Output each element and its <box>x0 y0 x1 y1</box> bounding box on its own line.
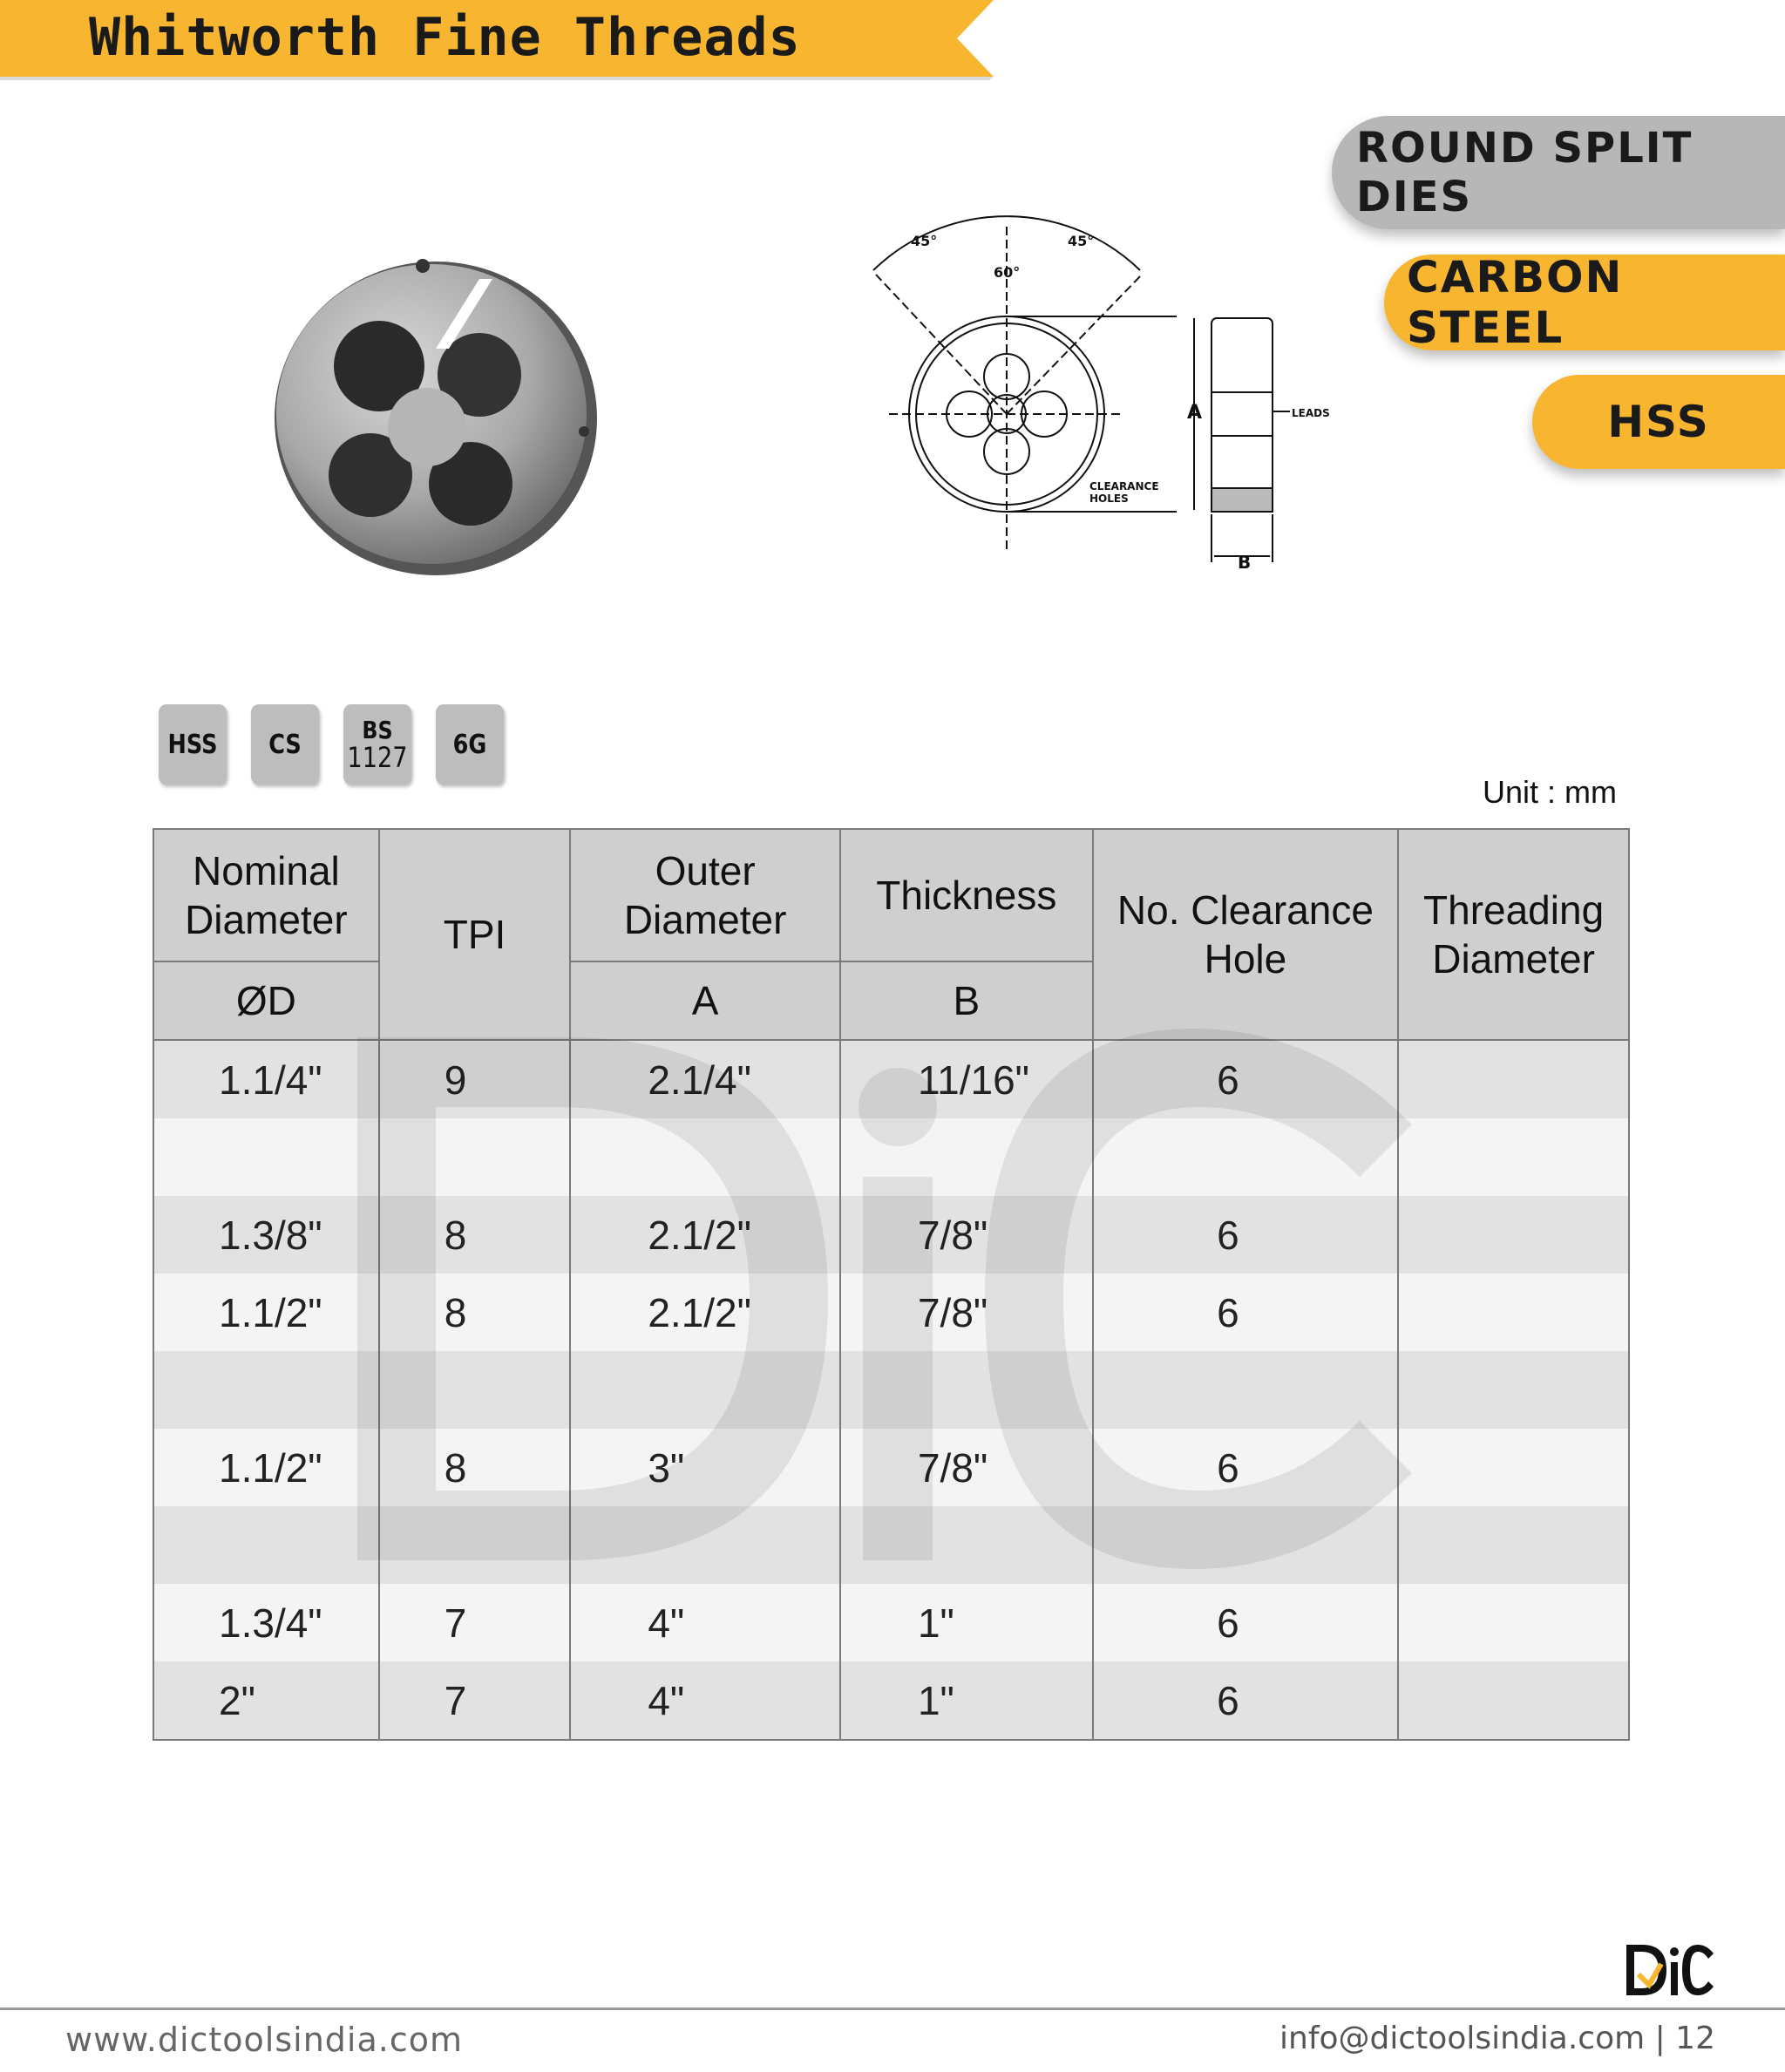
tpi-cell: 9 <box>379 1040 571 1118</box>
header-tpi: TPI <box>379 829 571 1040</box>
nominal-diameter-cell: 1.3/8" <box>153 1196 379 1274</box>
tpi-cell <box>379 1118 571 1196</box>
outer-diameter-cell <box>570 1506 840 1584</box>
thickness-cell: 1" <box>840 1584 1093 1661</box>
nominal-diameter-cell: 1.3/4" <box>153 1584 379 1661</box>
threading-diameter-cell <box>1398 1661 1629 1740</box>
specs-table-wrapper <box>153 828 1630 1741</box>
clearance-hole-cell: 6 <box>1093 1274 1398 1351</box>
outer-diameter-cell: 4" <box>570 1661 840 1740</box>
header-od-symbol: ØD <box>153 961 379 1040</box>
table-row <box>153 1040 1629 1118</box>
footer-website-link[interactable]: www.dictoolsindia.com <box>65 2021 463 2059</box>
clearance-hole-cell: 6 <box>1093 1196 1398 1274</box>
table-row <box>153 1351 1629 1429</box>
clearance-label: CLEARANCE <box>1089 480 1159 493</box>
table-row <box>153 1506 1629 1584</box>
thickness-cell <box>840 1506 1093 1584</box>
nominal-diameter-cell <box>153 1118 379 1196</box>
outer-diameter-cell <box>570 1351 840 1429</box>
footer-contact: info@dictoolsindia.com | 12 <box>1279 2021 1715 2056</box>
thickness-cell: 7/8" <box>840 1196 1093 1274</box>
clearance-hole-cell <box>1093 1351 1398 1429</box>
table-row <box>153 1274 1629 1351</box>
thickness-cell: 1" <box>840 1661 1093 1740</box>
threading-diameter-cell <box>1398 1351 1629 1429</box>
page-title: Whitworth Fine Threads <box>89 7 801 68</box>
dim-a-label: A <box>1187 402 1203 424</box>
clearance-hole-cell <box>1093 1118 1398 1196</box>
specs-table <box>153 828 1630 1741</box>
leads-label: LEADS <box>1292 407 1330 419</box>
clearance-hole-cell: 6 <box>1093 1040 1398 1118</box>
table-row <box>153 1661 1629 1740</box>
tpi-cell: 7 <box>379 1661 571 1740</box>
thickness-cell <box>840 1118 1093 1196</box>
table-row <box>153 1118 1629 1196</box>
tpi-cell: 7 <box>379 1584 571 1661</box>
outer-diameter-cell: 2.1/4" <box>570 1040 840 1118</box>
dic-logo <box>1623 1940 1717 2001</box>
dim-b-label: B <box>1238 552 1252 573</box>
header-outer-diameter: Outer Diameter <box>570 829 840 961</box>
tpi-cell: 8 <box>379 1196 571 1274</box>
header-nominal-diameter: Nominal Diameter <box>153 829 379 961</box>
angle-center-label: 60° <box>994 264 1021 281</box>
nominal-diameter-cell: 2" <box>153 1661 379 1740</box>
threading-diameter-cell <box>1398 1040 1629 1118</box>
threading-diameter-cell <box>1398 1429 1629 1506</box>
nominal-diameter-cell <box>153 1506 379 1584</box>
die-dimension-diagram <box>863 209 1351 575</box>
outer-diameter-cell: 2.1/2" <box>570 1274 840 1351</box>
unit-label: Unit : mm <box>1482 774 1617 810</box>
tpi-cell: 8 <box>379 1429 571 1506</box>
tpi-cell: 8 <box>379 1274 571 1351</box>
thickness-cell <box>840 1351 1093 1429</box>
nominal-diameter-cell: 1.1/4" <box>153 1040 379 1118</box>
clearance-hole-cell <box>1093 1506 1398 1584</box>
angle-right-label: 45° <box>1068 233 1095 249</box>
round-split-die-photo <box>261 244 610 584</box>
outer-diameter-cell: 4" <box>570 1584 840 1661</box>
header-thickness: Thickness <box>840 829 1093 961</box>
outer-diameter-cell: 3" <box>570 1429 840 1506</box>
specs-table-body <box>153 1040 1629 1740</box>
angle-left-label: 45° <box>911 233 938 249</box>
table-row <box>153 1429 1629 1506</box>
tpi-cell <box>379 1351 571 1429</box>
table-row <box>153 1584 1629 1661</box>
header-threading-diameter: Threading Diameter <box>1398 829 1629 1040</box>
outer-diameter-cell <box>570 1118 840 1196</box>
threading-diameter-cell <box>1398 1196 1629 1274</box>
threading-diameter-cell <box>1398 1584 1629 1661</box>
thickness-cell: 11/16" <box>840 1040 1093 1118</box>
badge-bs-1127: BS 1127 <box>343 704 411 785</box>
threading-diameter-cell <box>1398 1118 1629 1196</box>
tag-hss: HSS <box>1532 375 1785 469</box>
tpi-cell <box>379 1506 571 1584</box>
nominal-diameter-cell: 1.1/2" <box>153 1429 379 1506</box>
clearance-hole-cell: 6 <box>1093 1661 1398 1740</box>
holes-label: HOLES <box>1089 493 1129 505</box>
outer-diameter-cell: 2.1/2" <box>570 1196 840 1274</box>
badge-hss: HSS <box>159 704 227 785</box>
header-clearance-hole: No. Clearance Hole <box>1093 829 1398 1040</box>
nominal-diameter-cell <box>153 1351 379 1429</box>
badge-cs: CS <box>251 704 319 785</box>
threading-diameter-cell <box>1398 1506 1629 1584</box>
tag-round-split-dies: ROUND SPLIT DIES <box>1332 116 1785 229</box>
badge-6g: 6G <box>436 704 504 785</box>
threading-diameter-cell <box>1398 1274 1629 1351</box>
standard-badges <box>153 704 510 785</box>
tag-carbon-steel: CARBON STEEL <box>1384 255 1785 350</box>
clearance-hole-cell: 6 <box>1093 1429 1398 1506</box>
header-b-symbol: B <box>840 961 1093 1040</box>
thickness-cell: 7/8" <box>840 1274 1093 1351</box>
clearance-hole-cell: 6 <box>1093 1584 1398 1661</box>
header-a-symbol: A <box>570 961 840 1040</box>
table-row <box>153 1196 1629 1274</box>
thickness-cell: 7/8" <box>840 1429 1093 1506</box>
nominal-diameter-cell: 1.1/2" <box>153 1274 379 1351</box>
footer-divider <box>0 2007 1785 2010</box>
